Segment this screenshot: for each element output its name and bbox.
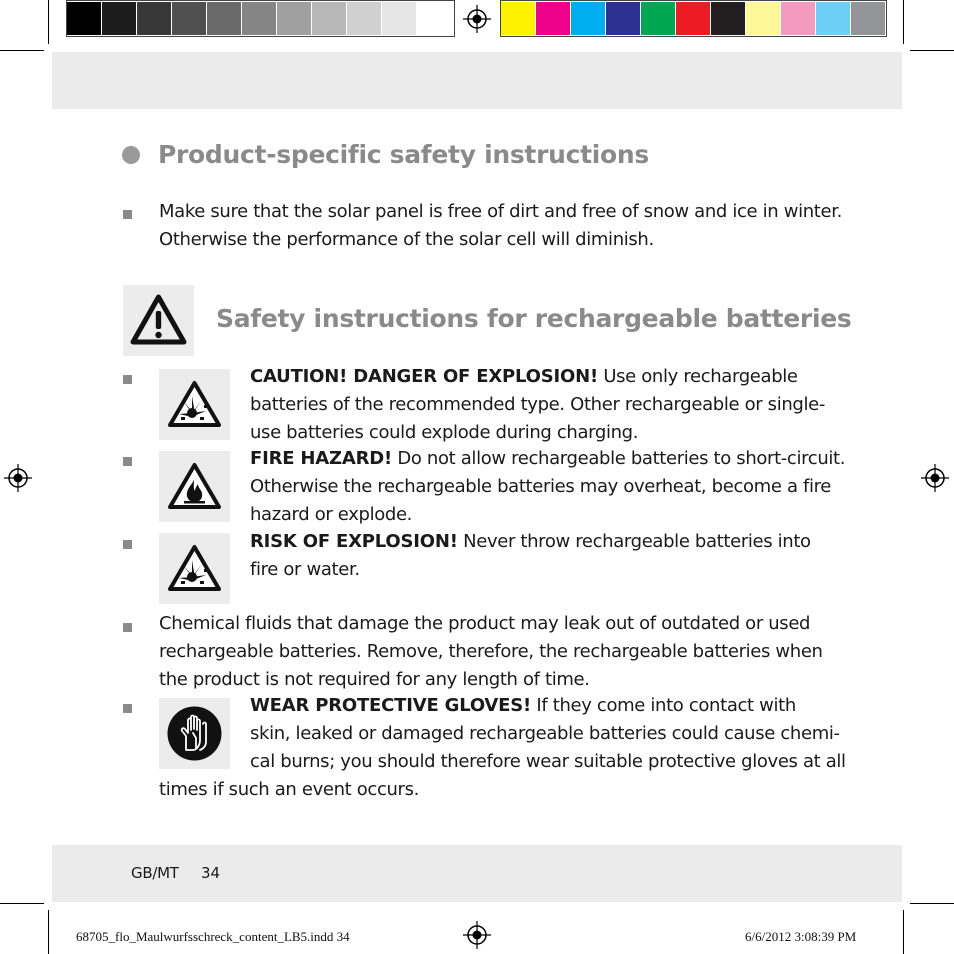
crop-mark (903, 910, 904, 954)
color-swatch (536, 2, 571, 35)
list-item-chemical-fluids: Chemical fluids that damage the product may leak out of outdated or used rechargeable batteries. Remove, therefore, the rechargeable batteries when the product is not required for any length of time. (159, 613, 823, 690)
page-number: 34 (201, 864, 221, 882)
list-item-risk-explosion: RISK OF EXPLOSION! Never throw rechargeable batteries into fire or water. (250, 531, 811, 580)
color-swatch (501, 2, 536, 35)
list-item-fire-hazard: FIRE HAZARD! Do not allow rechargeable batteries to short-circuit. Otherwise the rechargeable batteries may overheat, become a fire hazard or explode. (250, 448, 846, 525)
gray-swatch (312, 2, 347, 35)
page-footer-locale: GB/MT (131, 864, 179, 882)
section-title-battery-safety: Safety instructions for rechargeable batteries (216, 304, 852, 333)
list-bullet (123, 540, 132, 549)
color-swatch (816, 2, 851, 35)
icon-box (159, 533, 230, 604)
registration-mark-icon (3, 463, 33, 493)
crop-mark (910, 903, 954, 904)
color-swatch (641, 2, 676, 35)
list-bullet (123, 704, 132, 713)
crop-mark (0, 50, 44, 51)
print-slug-filename: 68705_flo_Maulwurfsschreck_content_LB5.indd 34 (76, 929, 350, 944)
color-swatch (746, 2, 781, 35)
color-swatch (676, 2, 711, 35)
gray-swatch (172, 2, 207, 35)
icon-box (159, 698, 230, 769)
gray-swatch (277, 2, 312, 35)
color-swatch (571, 2, 606, 35)
list-bullet (123, 210, 132, 219)
header-band (52, 52, 902, 109)
gloves-icon (159, 698, 230, 769)
icon-box (159, 451, 230, 522)
list-item-solar-panel: Make sure that the solar panel is free of dirt and free of snow and ice in winter. Otherwise the performance of the solar cell will diminish. (159, 201, 843, 250)
list-bullet (123, 375, 132, 384)
list-bullet (123, 623, 132, 632)
color-swatch (711, 2, 746, 35)
fire-icon (159, 451, 230, 522)
list-bullet (123, 457, 132, 466)
color-swatch (781, 2, 816, 35)
registration-mark-icon (462, 4, 492, 34)
registration-mark-icon (462, 920, 492, 950)
gray-swatch (347, 2, 382, 35)
warning-triangle-icon (123, 285, 194, 356)
list-item-protective-gloves: WEAR PROTECTIVE GLOVES! If they come into contact with skin, leaked or damaged rechargeable batteries could cause chemi- cal burns; you should therefore wear suitable protective gloves at all (250, 695, 846, 772)
color-swatch (606, 2, 641, 35)
gray-swatch (207, 2, 242, 35)
section-bullet (122, 146, 140, 164)
gray-swatch (102, 2, 137, 35)
list-item-protective-gloves-continuation: times if such an event occurs. (159, 779, 420, 800)
crop-mark (910, 50, 954, 51)
gray-swatch (382, 2, 417, 35)
list-item-danger-explosion: CAUTION! DANGER OF EXPLOSION! Use only rechargeable batteries of the recommended type. Other rechargeable or single- use batteries could explode during charging. (250, 366, 825, 443)
gray-swatch (417, 2, 452, 35)
crop-mark (0, 903, 44, 904)
crop-mark (48, 910, 49, 954)
color-swatch (851, 2, 886, 35)
footer-band (52, 845, 902, 902)
gray-swatch (137, 2, 172, 35)
explosion-icon (159, 369, 230, 440)
section-title-product-safety: Product-specific safety instructions (158, 140, 650, 169)
icon-box (159, 369, 230, 440)
gray-swatch (242, 2, 277, 35)
print-slug-datetime: 6/6/2012 3:08:39 PM (745, 929, 857, 944)
warning-icon-box (123, 285, 194, 356)
gray-swatch (67, 2, 102, 35)
explosion-icon (159, 533, 230, 604)
registration-mark-icon (920, 463, 950, 493)
